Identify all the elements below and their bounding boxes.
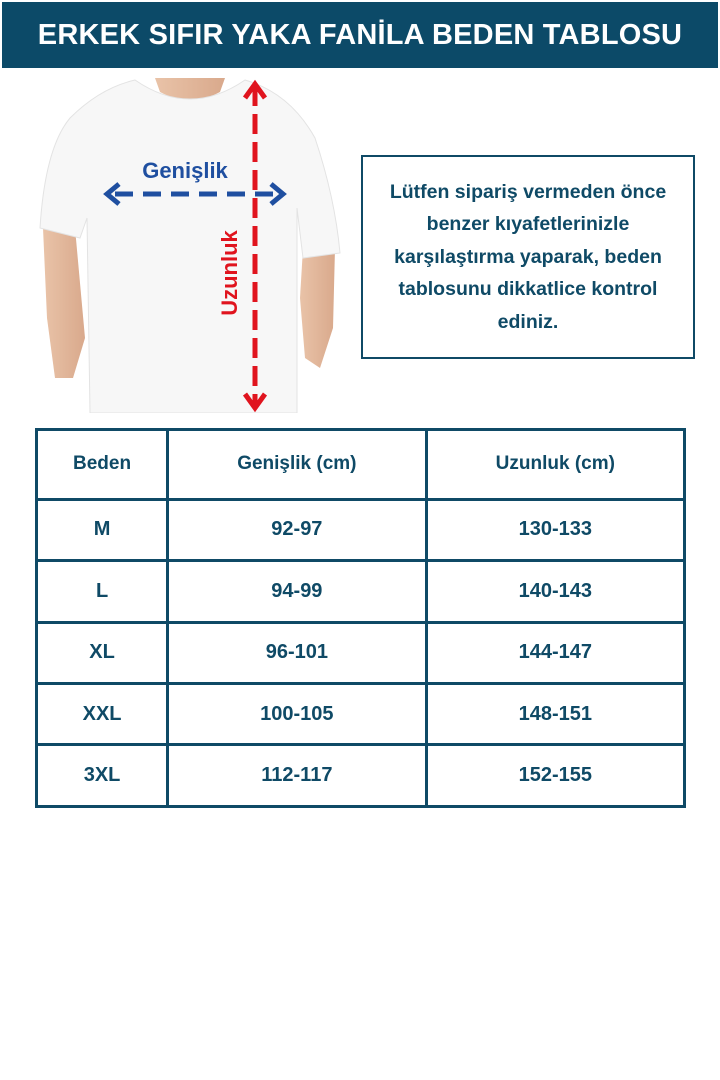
width-cell: 112-117 [168,745,426,807]
header-size: Beden [37,430,168,500]
table-row [37,745,685,807]
table-row [37,561,685,622]
right-arm [300,248,335,368]
length-cell: 144-147 [426,622,684,683]
left-arm [43,228,85,378]
title-text: ERKEK SIFIR YAKA FANİLA BEDEN TABLOSU [37,18,683,51]
table-row [37,499,685,560]
width-cell: 100-105 [168,684,426,745]
tshirt-diagram [35,78,345,413]
table-row [37,622,685,683]
width-cell: 96-101 [168,622,426,683]
size-cell: M [37,499,168,560]
length-cell: 148-151 [426,684,684,745]
length-cell: 130-133 [426,499,684,560]
table-header-row [37,430,685,500]
length-label: Uzunluk [217,230,242,316]
tshirt-shape [40,80,340,413]
header-length: Uzunluk (cm) [426,430,684,500]
size-table [35,428,686,808]
length-cell: 140-143 [426,561,684,622]
page-title [2,2,718,68]
length-cell: 152-155 [426,745,684,807]
header-width: Genişlik (cm) [168,430,426,500]
size-cell: 3XL [37,745,168,807]
width-label: Genişlik [142,158,228,183]
size-cell: XL [37,622,168,683]
info-note [361,155,695,359]
width-cell: 94-99 [168,561,426,622]
size-cell: L [37,561,168,622]
table-row [37,684,685,745]
width-cell: 92-97 [168,499,426,560]
size-cell: XXL [37,684,168,745]
note-text: Lütfen sipariş vermeden önce benzer kıyafetlerinizle karşılaştırma yaparak, beden tablosunu dikkatlice kontrol ediniz. [389,180,667,333]
